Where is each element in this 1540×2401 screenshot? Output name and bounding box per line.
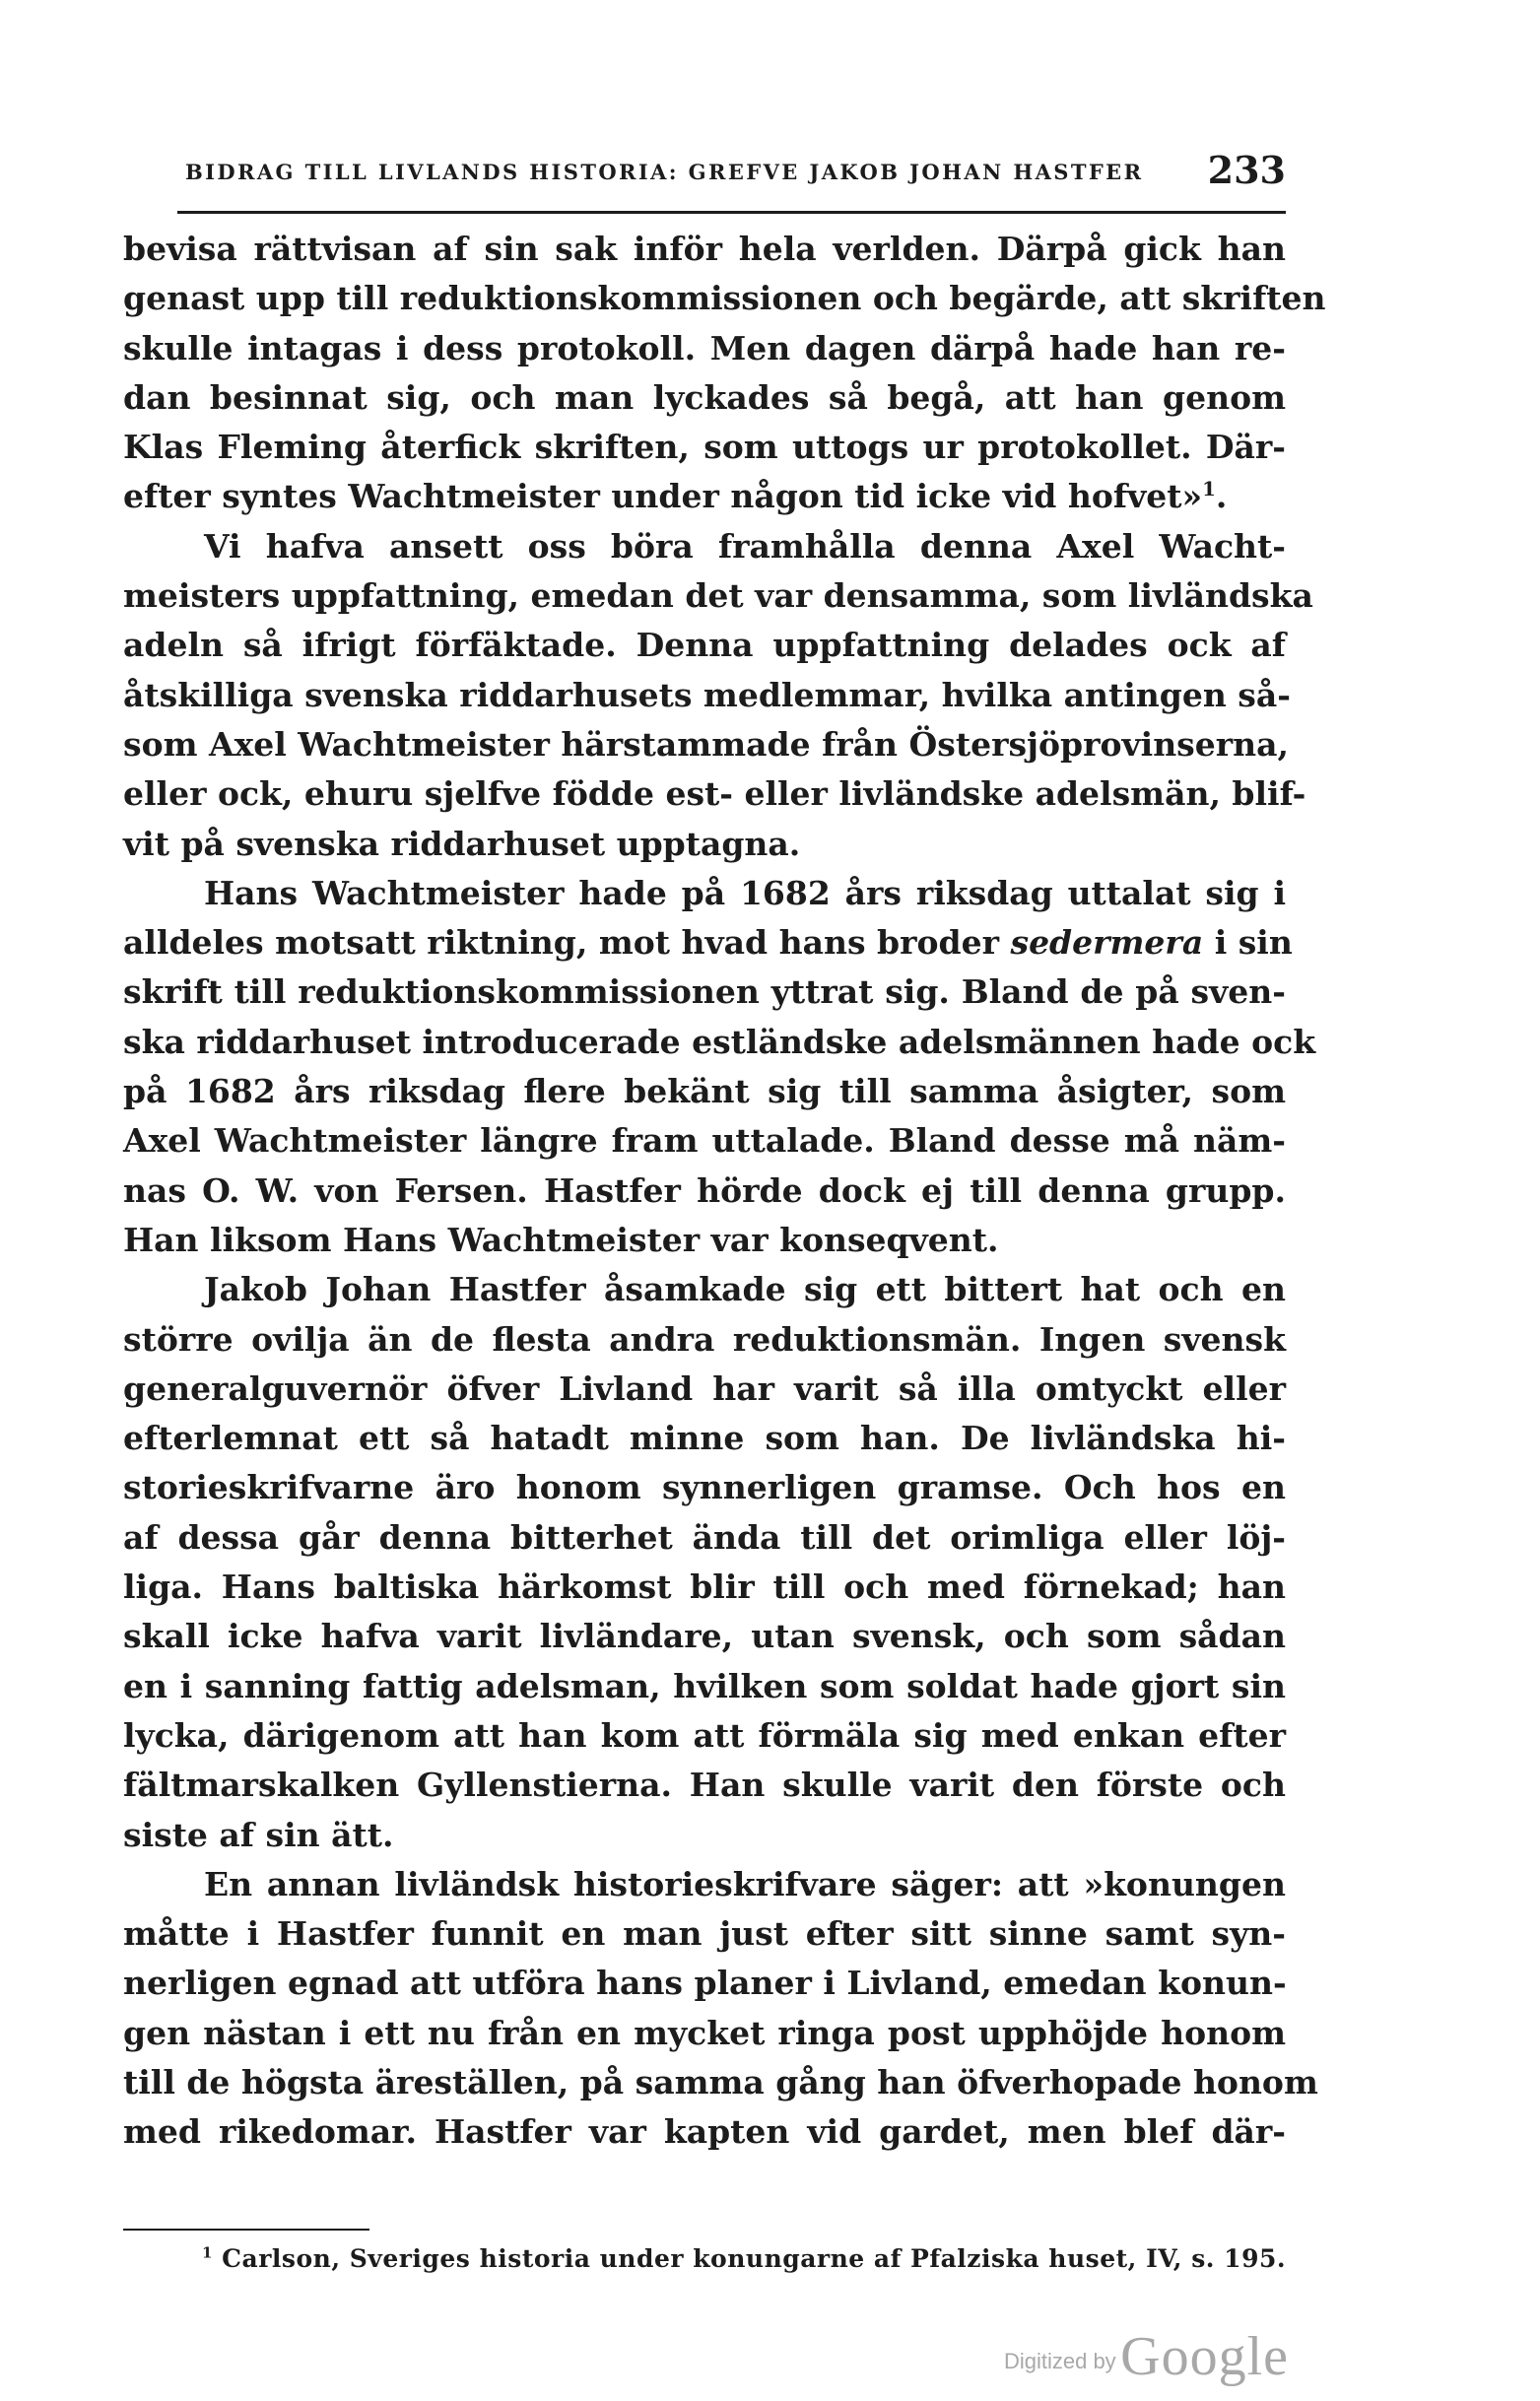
text-line: skulle intagas i dess protokoll. Men dagen därpå hade han re- bbox=[123, 328, 1286, 367]
text-line: större ovilja än de flesta andra reduktionsmän. Ingen svensk bbox=[123, 1319, 1286, 1359]
text-line: efterlemnat ett så hatadt minne som han. De livländska hi- bbox=[123, 1419, 1286, 1458]
body-text bbox=[123, 225, 1326, 2158]
text-line bbox=[123, 918, 1293, 967]
text-line: till de högsta äreställen, på samma gång han öfverhopade honom bbox=[123, 2062, 1318, 2101]
text-line: eller ock, ehuru sjelfve födde est- eller livländske adelsmän, blif- bbox=[123, 774, 1306, 814]
text-line: en i sanning fattig adelsman, hvilken som soldat hade gjort sin bbox=[123, 1666, 1286, 1705]
text-line: meisters uppfattning, emedan det var densamma, som livländska bbox=[123, 576, 1313, 616]
text-line: Jakob Johan Hastfer åsamkade sig ett bittert hat och en bbox=[204, 1270, 1286, 1309]
text-line-end: i sin bbox=[1214, 923, 1293, 963]
page-number: 233 bbox=[1207, 148, 1286, 192]
text-line: af dessa går denna bitterhet ända till det orimliga eller löj- bbox=[123, 1517, 1286, 1557]
page-header bbox=[177, 148, 1286, 197]
footnote bbox=[202, 2244, 1286, 2273]
text-line: nas O. W. von Fersen. Hastfer hörde dock ej till denna grupp. bbox=[123, 1170, 1286, 1210]
footnote-mark: 1 bbox=[202, 2243, 213, 2262]
google-logo: Google bbox=[1120, 2326, 1289, 2387]
text-line-content: efter syntes Wachtmeister under någon tid icke vid hofvet» bbox=[123, 477, 1203, 516]
text-line: Klas Fleming återfick skriften, som uttogs ur protokollet. Där- bbox=[123, 428, 1286, 467]
text-line: skrift till reduktionskommissionen yttrat sig. Bland de på sven- bbox=[123, 972, 1286, 1012]
footnote-reference: 1 bbox=[1202, 477, 1216, 501]
text-line: gen nästan i ett nu från en mycket ringa post upphöjde honom bbox=[123, 2013, 1286, 2052]
text-line: Hans Wachtmeister hade på 1682 års riksdag uttalat sig i bbox=[204, 873, 1286, 912]
running-head: BIDRAG TILL LIVLANDS HISTORIA: GREFVE JAKOB JOHAN HASTFER bbox=[185, 160, 1144, 184]
italic-word: sedermera bbox=[1010, 923, 1204, 963]
text-line: dan besinnat sig, och man lyckades så begå, att han genom bbox=[123, 377, 1286, 417]
text-line-content: alldeles motsatt riktning, mot hvad hans broder bbox=[123, 923, 999, 963]
text-line: som Axel Wachtmeister härstammade från Östersjöprovinserna, bbox=[123, 724, 1290, 764]
text-line-end: . bbox=[1215, 477, 1228, 516]
text-line: Vi hafva ansett oss böra framhålla denna Axel Wacht- bbox=[204, 526, 1286, 566]
google-watermark bbox=[1004, 2325, 1289, 2388]
watermark-prefix: Digitized by bbox=[1003, 2349, 1116, 2373]
text-line: på 1682 års riksdag flere bekänt sig till samma åsigter, som bbox=[123, 1072, 1286, 1111]
text-line: med rikedomar. Hastfer var kapten vid gardet, men blef där- bbox=[123, 2112, 1286, 2152]
text-line: lycka, därigenom att han kom att förmäla sig med enkan efter bbox=[123, 1715, 1286, 1755]
text-line: siste af sin ätt. bbox=[123, 1815, 394, 1854]
text-line: storieskrifvarne äro honom synnerligen gramse. Och hos en bbox=[123, 1468, 1286, 1507]
text-line: vit på svenska riddarhuset upptagna. bbox=[123, 824, 801, 863]
text-line: adeln så ifrigt förfäktade. Denna uppfattning delades ock af bbox=[123, 626, 1286, 665]
text-line bbox=[123, 472, 1286, 521]
footnote-text: Carlson, Sveriges historia under konungarne af Pfalziska huset, IV, s. 195. bbox=[222, 2244, 1287, 2273]
text-line: nerligen egnad att utföra hans planer i Livland, emedan konun- bbox=[123, 1964, 1287, 2003]
text-line: liga. Hans baltiska härkomst blir till och med förnekad; han bbox=[123, 1567, 1286, 1607]
text-line: generalguvernör öfver Livland har varit så illa omtyckt eller bbox=[123, 1368, 1286, 1408]
text-line: måtte i Hastfer funnit en man just efter sitt sinne samt syn- bbox=[123, 1914, 1286, 1954]
text-line: bevisa rättvisan af sin sak inför hela verlden. Därpå gick han bbox=[123, 230, 1286, 268]
text-line: skall icke hafva varit livländare, utan svensk, och som sådan bbox=[123, 1617, 1286, 1656]
footnote-rule bbox=[123, 2229, 369, 2231]
text-line: ska riddarhuset introducerade estländske adelsmännen hade ock bbox=[123, 1022, 1316, 1061]
header-rule bbox=[177, 211, 1286, 214]
text-line: genast upp till reduktionskommissionen och begärde, att skriften bbox=[123, 279, 1326, 318]
text-line: åtskilliga svenska riddarhusets medlemmar, hvilka antingen så- bbox=[123, 675, 1291, 714]
text-line: Han liksom Hans Wachtmeister var konseqvent. bbox=[123, 1220, 999, 1259]
text-line: En annan livländsk historieskrifvare säger: att »konungen bbox=[204, 1864, 1286, 1903]
text-line: fältmarskalken Gyllenstierna. Han skulle varit den förste och bbox=[123, 1766, 1286, 1805]
text-line: Axel Wachtmeister längre fram uttalade. Bland desse må näm- bbox=[123, 1121, 1286, 1161]
